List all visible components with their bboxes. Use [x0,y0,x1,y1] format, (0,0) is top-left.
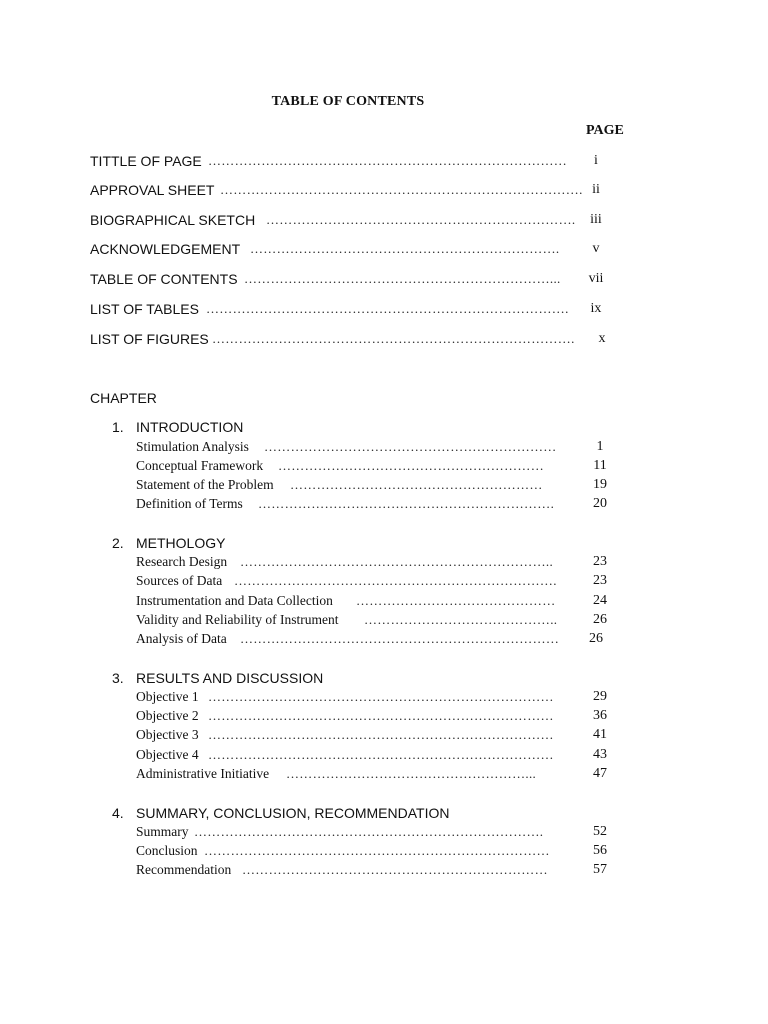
toc-subentry-label: Conclusion [136,843,198,858]
toc-subentry-page: 36 [593,708,607,723]
toc-entry-label: TABLE OF CONTENTS [90,271,238,287]
toc-entry [90,301,610,319]
chapter-number: 1. [112,419,124,435]
toc-subentry-page: 43 [593,747,607,762]
dot-leader: ………………………………………………………………………. [206,301,569,316]
toc-subentry-page: 29 [593,689,607,704]
toc-entry [90,153,610,171]
toc-subentry-label: Analysis of Data [136,631,227,646]
toc-subentry [136,631,614,648]
toc-entry-page: v [592,241,600,256]
toc-subentry-page: 56 [593,843,607,858]
toc-subentry-label: Statement of the Problem [136,477,274,492]
toc-subentry-page: 19 [593,477,607,492]
page-title: TABLE OF CONTENTS [271,94,425,109]
toc-subentry-label: Research Design [136,554,228,569]
toc-subentry-page: 23 [593,573,607,588]
toc-subentry [136,593,614,610]
toc-entry-page: ii [592,182,600,197]
dot-leader: ………………………………………………………………………. [212,331,575,346]
dot-leader: …………………………………………………………….. [240,554,553,569]
dot-leader: …………………………………………………… [278,458,544,473]
toc-subentry [136,496,614,513]
dot-leader: …………………………………………………………………… [208,708,554,723]
dot-leader: ……………………………………………………………………… [208,153,568,168]
toc-subentry-label: Instrumentation and Data Collection [136,593,333,608]
toc-subentry [136,554,614,571]
toc-entry-label: TITTLE OF PAGE [90,153,202,169]
toc-subentry-label: Objective 1 [136,689,199,704]
toc-subentry-page: 52 [593,824,607,839]
chapter-title-text: RESULTS AND DISCUSSION [136,670,324,686]
toc-entry [90,271,610,289]
toc-subentry-label: Sources of Data [136,573,223,588]
toc-subentry [136,439,614,456]
dot-leader: ………………………………………………………………. [234,573,557,588]
chapter-number: 2. [112,535,124,551]
toc-subentry-label: Validity and Reliability of Instrument [136,612,339,627]
toc-subentry-page: 26 [589,631,603,646]
toc-subentry-page: 1 [596,439,604,454]
dot-leader: ……………………………………………………………... [244,271,561,286]
dot-leader: …………………………………………………………. [258,496,555,511]
toc-entry-label: LIST OF FIGURES [90,331,209,347]
toc-subentry-page: 24 [593,593,607,608]
toc-entry-page: x [598,331,606,346]
toc-subentry-label: Summary [136,824,189,839]
dot-leader: …………………………………………………………… [242,862,548,877]
toc-entry-page: i [594,153,598,168]
toc-subentry-page: 23 [593,554,607,569]
toc-subentry [136,766,614,783]
chapter-title [112,805,449,821]
toc-entry [90,241,610,259]
chapter-title [112,670,323,686]
toc-subentry [136,843,614,860]
toc-subentry-label: Administrative Initiative [136,766,270,781]
dot-leader: ……………………………………………………………. [266,212,576,227]
dot-leader: …………………………………………………………………… [204,843,550,858]
toc-subentry-page: 11 [593,458,607,473]
chapter-title [112,535,225,551]
dot-leader: …………………………………………………………………… [208,689,554,704]
toc-entry-page: vii [588,271,604,286]
toc-subentry [136,458,614,475]
dot-leader: ………………………………………………… [290,477,543,492]
dot-leader: ……………………………………………………………………. [194,824,544,839]
toc-subentry [136,612,614,629]
toc-entry-page: ix [590,301,602,316]
dot-leader: …………………………………………………………………… [208,747,554,762]
toc-entry-label: ACKNOWLEDGEMENT [90,241,241,257]
toc-entry [90,212,610,230]
toc-subentry-label: Objective 4 [136,747,199,762]
toc-subentry-page: 41 [593,727,607,742]
toc-subentry-label: Definition of Terms [136,496,243,511]
toc-subentry [136,573,614,590]
dot-leader: ……………………………………………………………… [240,631,560,646]
page-column-header: PAGE [586,123,624,138]
toc-subentry-page: 26 [593,612,607,627]
toc-entry-label: BIOGRAPHICAL SKETCH [90,212,256,228]
toc-subentry [136,727,614,744]
toc-subentry [136,862,614,879]
dot-leader: …………………………………….. [364,612,558,627]
toc-subentry-page: 57 [593,862,607,877]
toc-entry-page: iii [590,212,602,227]
chapter-title-text: SUMMARY, CONCLUSION, RECOMMENDATION [136,805,450,821]
chapter-number: 3. [112,670,124,686]
dot-leader: ………………………………………………………………………. [220,182,583,197]
toc-subentry [136,708,614,725]
toc-entry-label: LIST OF TABLES [90,301,199,317]
dot-leader: ……………………………………… [356,593,556,608]
toc-subentry-label: Objective 2 [136,708,199,723]
toc-subentry-label: Stimulation Analysis [136,439,249,454]
dot-leader: …………………………………………………………………… [208,727,554,742]
toc-subentry [136,477,614,494]
toc-subentry [136,689,614,706]
toc-subentry-page: 20 [593,496,607,511]
toc-subentry-label: Conceptual Framework [136,458,264,473]
toc-subentry-label: Recommendation [136,862,232,877]
toc-subentry-label: Objective 3 [136,727,199,742]
dot-leader: ……………………………………………………………. [250,241,560,256]
toc-entry [90,331,610,349]
toc-entry [90,182,610,200]
toc-subentry-page: 47 [593,766,607,781]
dot-leader: ………………………………………………………… [264,439,557,454]
dot-leader: ………………………………………………... [286,766,537,781]
toc-subentry [136,747,614,764]
chapter-heading: CHAPTER [90,390,157,406]
chapter-title-text: INTRODUCTION [136,419,244,435]
toc-entry-label: APPROVAL SHEET [90,182,215,198]
chapter-number: 4. [112,805,124,821]
chapter-title [112,419,243,435]
chapter-title-text: METHOLOGY [136,535,226,551]
toc-subentry [136,824,614,841]
